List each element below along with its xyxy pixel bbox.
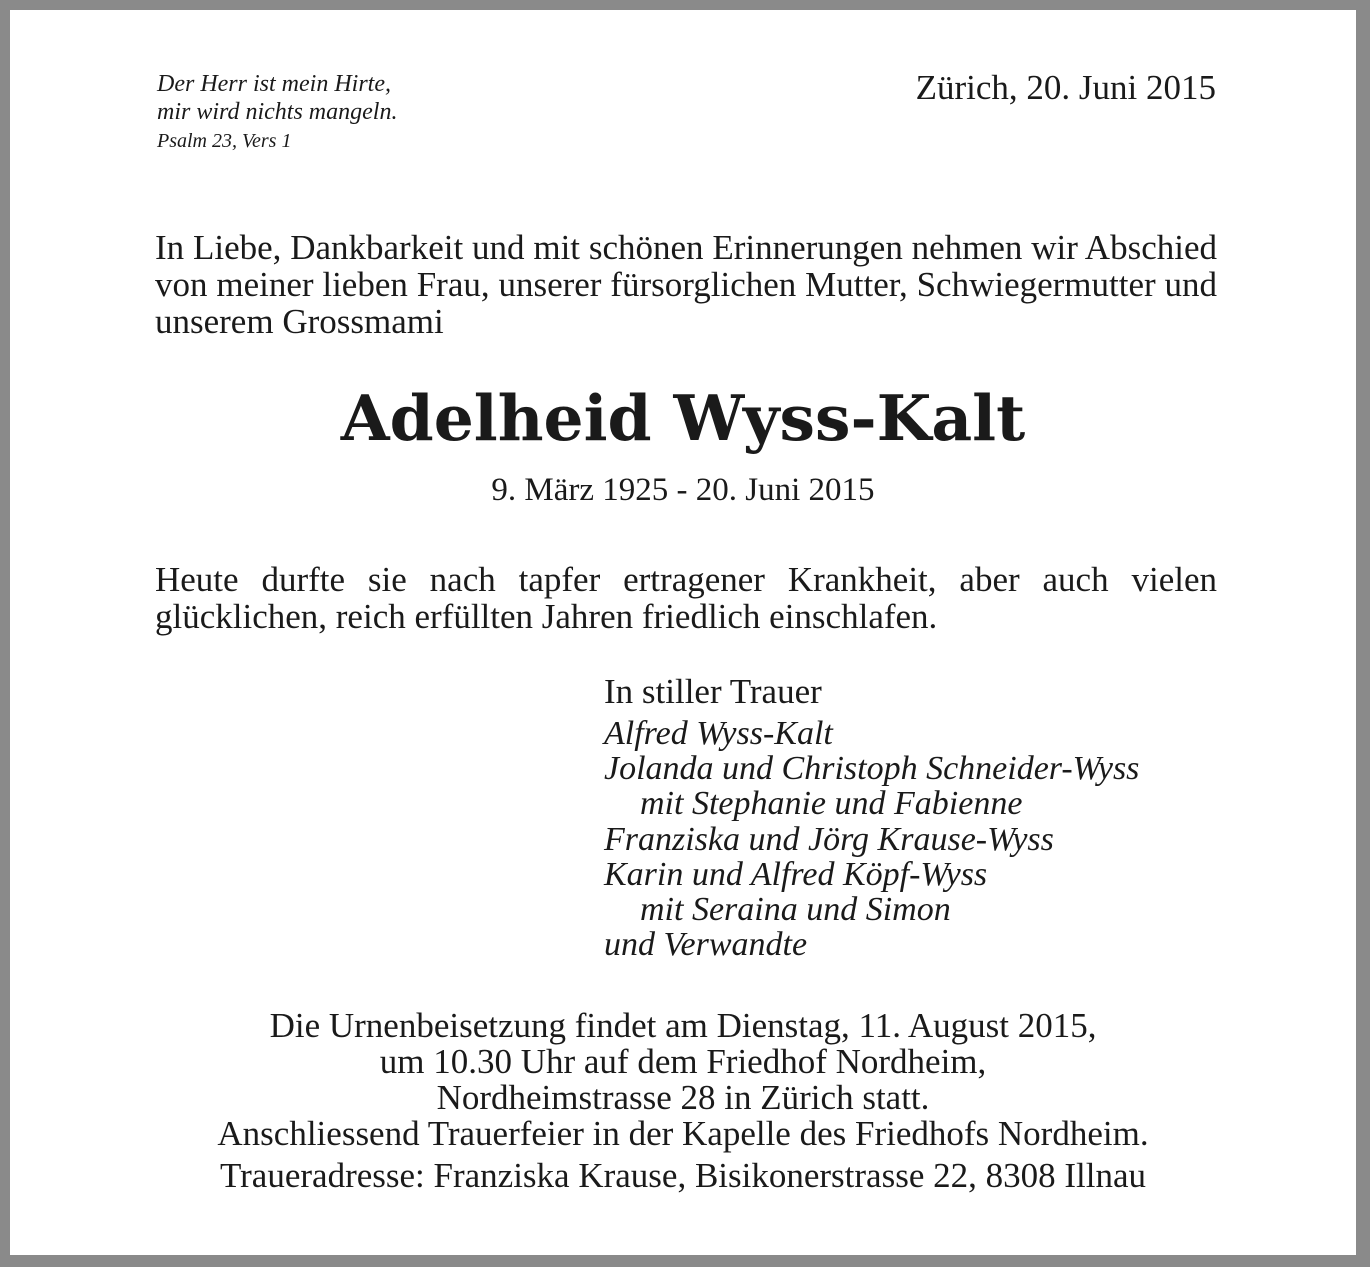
mourner-line: Jolanda und Christoph Schneider-Wyss (604, 750, 1140, 788)
intro-paragraph: In Liebe, Dankbarkeit und mit schönen Erinnerungen nehmen wir Abschied von meiner lieben Frau, unserer fürsorglichen Mutter, Schwiegermutter und unserem Grossmami (155, 228, 1217, 341)
service-line-4: Anschliessend Trauerfeier in der Kapelle des Friedhofs Nordheim. (217, 1114, 1149, 1153)
mourner-line: Alfred Wyss-Kalt (604, 715, 833, 752)
mourner-line: Franziska und Jörg Krause-Wyss (604, 820, 1054, 858)
bible-verse-line-2: mir wird nichts mangeln. (157, 99, 398, 125)
bible-verse-line-1: Der Herr ist mein Hirte, (157, 71, 391, 97)
service-info (10, 1008, 1356, 1194)
condolence-address: Traueradresse: Franziska Krause, Bisikonerstrasse 22, 8308 Illnau (220, 1156, 1146, 1195)
mourner-line: mit Seraina und Simon (640, 891, 951, 929)
deceased-name: Adelheid Wyss-Kalt (340, 381, 1026, 455)
mourner-line: und Verwandte (604, 926, 808, 964)
service-line-2: um 10.30 Uhr auf dem Friedhof Nordheim, (379, 1042, 987, 1081)
mourners-heading: In stiller Trauer (604, 672, 822, 711)
place-date: Zürich, 20. Juni 2015 (915, 68, 1216, 107)
bible-verse (157, 70, 397, 156)
mourner-line: Karin und Alfred Köpf-Wyss (604, 855, 988, 893)
mourner-line: mit Stephanie und Fabienne (640, 785, 1023, 823)
bible-verse-source: Psalm 23, Vers 1 (157, 130, 292, 152)
mourners-list (604, 670, 1139, 962)
life-dates: 9. März 1925 - 20. Juni 2015 (491, 472, 875, 508)
service-line-3: Nordheimstrasse 28 in Zürich statt. (436, 1078, 930, 1117)
service-line-1: Die Urnenbeisetzung findet am Dienstag, 11. August 2015, (269, 1006, 1097, 1045)
obituary-page (10, 10, 1356, 1255)
passing-paragraph: Heute durfte sie nach tapfer ertragener Krankheit, aber auch vielen glücklichen, reich erfüllten Jahren friedlich einschlafen. (155, 560, 1217, 636)
